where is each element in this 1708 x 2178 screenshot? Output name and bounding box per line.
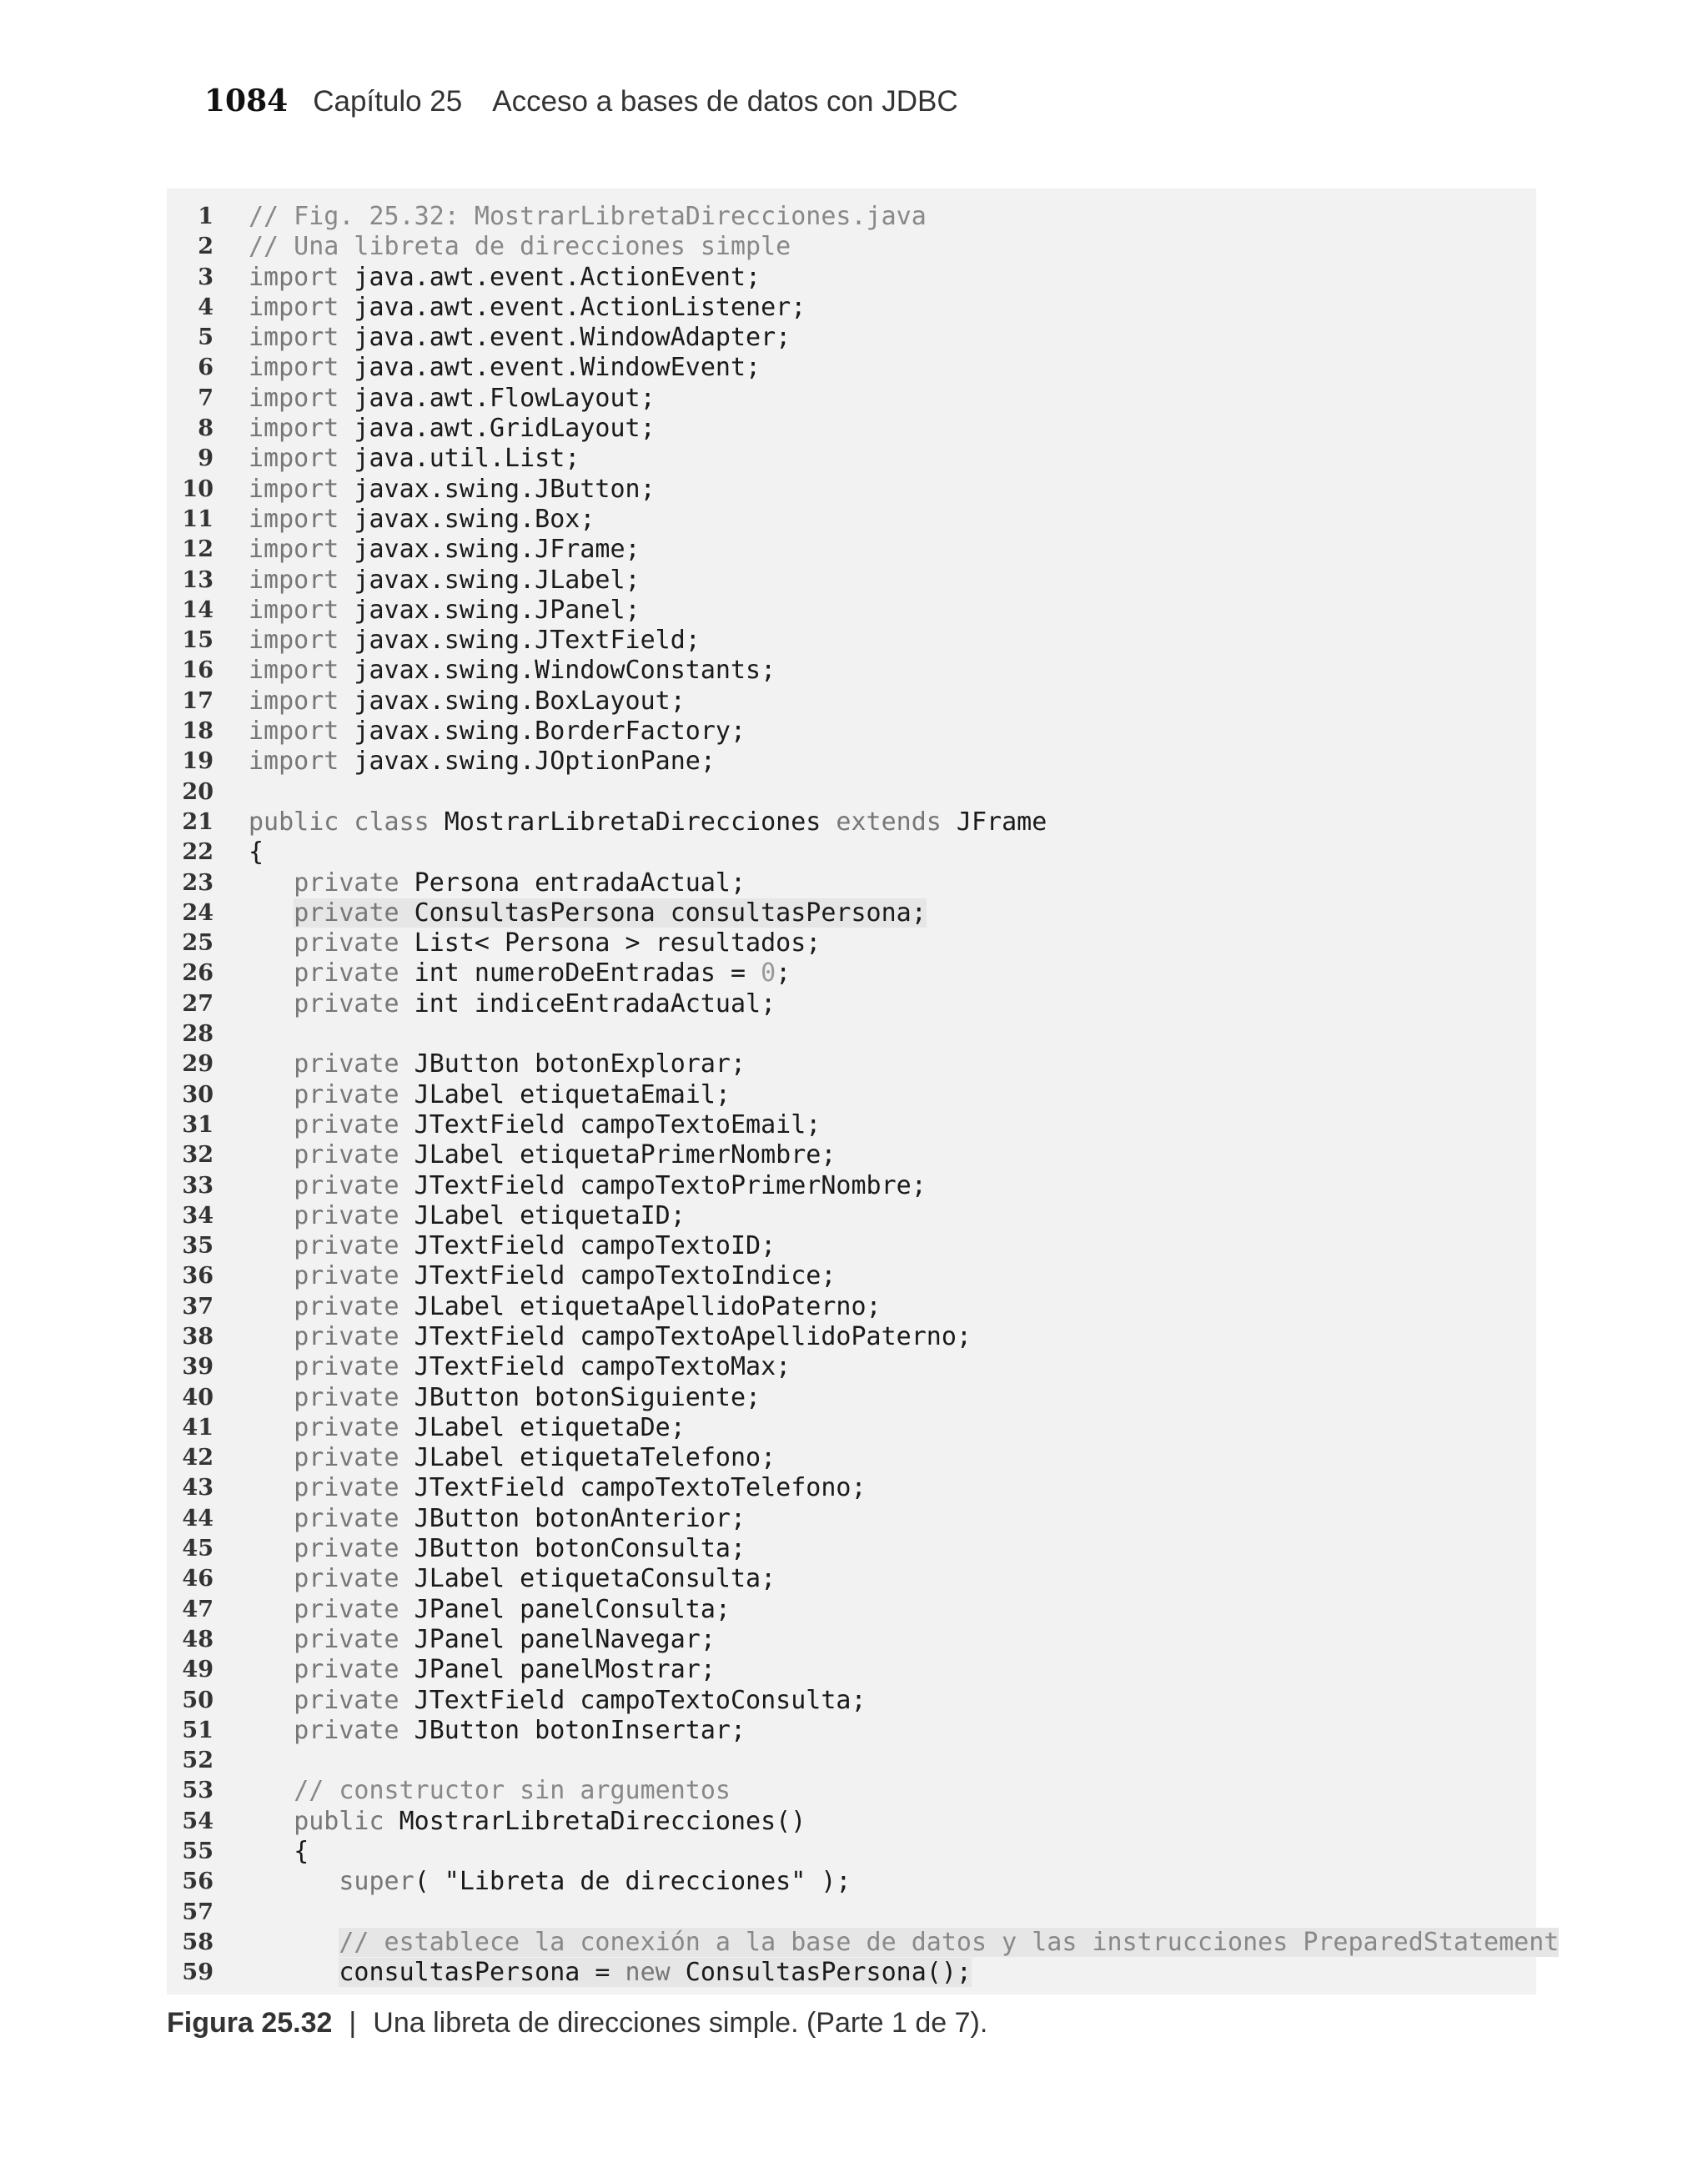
code-token: javax.swing.WindowConstants; bbox=[339, 656, 776, 686]
code-token: import bbox=[249, 686, 339, 716]
code-line bbox=[167, 1383, 1536, 1413]
code-token: private bbox=[294, 1382, 399, 1412]
code-token: JButton botonSiguiente; bbox=[399, 1382, 761, 1412]
code-token: private bbox=[294, 1443, 399, 1473]
code-token: private bbox=[294, 1049, 399, 1079]
line-number: 8 bbox=[198, 415, 214, 442]
chapter-label: Capítulo 25 bbox=[313, 85, 463, 118]
code-line bbox=[167, 656, 1536, 686]
line-code bbox=[249, 1473, 867, 1503]
code-token: JPanel panelMostrar; bbox=[399, 1655, 716, 1685]
line-number: 39 bbox=[182, 1354, 214, 1381]
code-token: JFrame bbox=[941, 807, 1047, 837]
code-token: JTextField campoTextoMax; bbox=[399, 1352, 791, 1382]
code-token: import bbox=[249, 383, 339, 413]
line-code bbox=[249, 353, 761, 383]
line-code bbox=[249, 1292, 882, 1322]
line-number: 52 bbox=[182, 1748, 214, 1774]
code-token: private bbox=[294, 898, 399, 928]
line-code bbox=[249, 747, 716, 777]
code-token: java.awt.GridLayout; bbox=[339, 414, 656, 444]
code-token: public bbox=[294, 1806, 384, 1836]
code-line bbox=[167, 989, 1536, 1019]
code-line bbox=[167, 1716, 1536, 1746]
code-line bbox=[167, 1686, 1536, 1716]
line-code bbox=[249, 1049, 746, 1079]
code-line bbox=[167, 414, 1536, 444]
code-token: private bbox=[294, 1352, 399, 1382]
code-token: JTextField campoTextoConsulta; bbox=[399, 1685, 867, 1715]
line-code bbox=[249, 505, 595, 535]
code-token: ConsultasPersona(); bbox=[670, 1958, 972, 1988]
line-number: 26 bbox=[182, 960, 214, 987]
code-line bbox=[167, 1231, 1536, 1261]
code-line bbox=[167, 1534, 1536, 1564]
code-token: JLabel etiquetaConsulta; bbox=[399, 1564, 776, 1594]
code-token: javax.swing.JPanel; bbox=[339, 595, 640, 625]
code-listing bbox=[167, 189, 1560, 1994]
line-code bbox=[249, 1201, 686, 1231]
line-number: 1 bbox=[198, 204, 214, 229]
line-code bbox=[249, 656, 776, 686]
code-line bbox=[167, 1655, 1536, 1685]
code-line bbox=[167, 1595, 1536, 1625]
code-line bbox=[167, 626, 1536, 656]
code-token: javax.swing.JFrame; bbox=[339, 535, 640, 565]
code-token: java.awt.event.ActionListener; bbox=[339, 292, 806, 322]
line-number: 33 bbox=[182, 1172, 214, 1199]
code-line bbox=[167, 687, 1536, 717]
code-token: JTextField campoTextoID; bbox=[399, 1231, 776, 1261]
code-token: import bbox=[249, 656, 339, 686]
code-token: MostrarLibretaDirecciones() bbox=[384, 1806, 806, 1836]
line-code bbox=[249, 807, 1047, 837]
code-token: private bbox=[294, 1412, 399, 1442]
code-line bbox=[167, 505, 1536, 535]
code-token: consultasPersona = bbox=[339, 1958, 625, 1988]
line-code bbox=[249, 566, 640, 596]
line-number: 31 bbox=[182, 1111, 214, 1138]
chapter-title: Acceso a bases de datos con JDBC bbox=[492, 85, 958, 118]
code-line bbox=[167, 747, 1536, 777]
line-number: 24 bbox=[182, 899, 214, 926]
code-line bbox=[167, 1504, 1536, 1534]
line-number: 51 bbox=[182, 1717, 214, 1743]
code-token: JTextField campoTextoTelefono; bbox=[399, 1473, 867, 1503]
line-code bbox=[249, 1383, 761, 1413]
code-line bbox=[167, 444, 1536, 474]
line-number: 18 bbox=[182, 718, 214, 745]
code-token: JTextField campoTextoEmail; bbox=[399, 1109, 821, 1139]
code-token: private bbox=[294, 1503, 399, 1533]
code-line bbox=[167, 1110, 1536, 1140]
code-line bbox=[167, 1927, 1560, 1958]
code-token: private bbox=[294, 1655, 399, 1685]
line-number: 27 bbox=[182, 990, 214, 1017]
line-number: 49 bbox=[182, 1657, 214, 1683]
code-line bbox=[167, 1898, 1536, 1928]
line-number: 3 bbox=[198, 264, 214, 290]
code-line bbox=[167, 928, 1536, 958]
line-code bbox=[249, 1352, 791, 1382]
code-token: JButton botonConsulta; bbox=[399, 1534, 746, 1564]
code-token: import bbox=[249, 717, 339, 747]
line-code bbox=[249, 868, 746, 898]
line-code bbox=[249, 1776, 731, 1806]
line-code bbox=[249, 1867, 851, 1897]
line-number: 29 bbox=[182, 1051, 214, 1078]
code-token: { bbox=[294, 1837, 309, 1867]
code-token: import bbox=[249, 747, 339, 777]
code-line bbox=[167, 475, 1536, 505]
line-code bbox=[249, 1231, 776, 1261]
code-token: private bbox=[294, 1231, 399, 1261]
line-code bbox=[249, 1261, 836, 1291]
line-number: 55 bbox=[182, 1838, 214, 1865]
code-line bbox=[167, 1080, 1536, 1110]
line-code bbox=[249, 384, 656, 414]
line-number: 23 bbox=[182, 869, 214, 896]
code-token: new bbox=[625, 1958, 671, 1988]
code-token: import bbox=[249, 262, 339, 292]
page-number: 1084 bbox=[204, 83, 289, 118]
line-number: 41 bbox=[182, 1414, 214, 1441]
code-token: // Una libreta de direcciones simple bbox=[249, 232, 791, 262]
code-line bbox=[167, 1958, 1536, 1988]
code-token: private bbox=[294, 1140, 399, 1170]
code-token: javax.swing.BoxLayout; bbox=[339, 686, 686, 716]
code-token: import bbox=[249, 353, 339, 383]
code-token: public class bbox=[249, 807, 430, 837]
code-token: JPanel panelConsulta; bbox=[399, 1594, 731, 1624]
code-line bbox=[167, 1140, 1536, 1170]
line-code bbox=[249, 1686, 867, 1716]
code-line bbox=[167, 1776, 1536, 1806]
figure-caption bbox=[167, 2002, 987, 2044]
line-code bbox=[249, 535, 640, 565]
code-token: super bbox=[339, 1867, 414, 1897]
line-number: 7 bbox=[198, 385, 214, 411]
line-number: 30 bbox=[182, 1081, 214, 1108]
code-line bbox=[167, 1807, 1536, 1837]
code-token: java.awt.event.ActionEvent; bbox=[339, 262, 761, 292]
code-token: private bbox=[294, 1079, 399, 1109]
code-token: JButton botonAnterior; bbox=[399, 1503, 746, 1533]
code-token: JLabel etiquetaApellidoPaterno; bbox=[399, 1291, 882, 1321]
line-number: 34 bbox=[182, 1202, 214, 1229]
line-number: 35 bbox=[182, 1233, 214, 1260]
line-number: 42 bbox=[182, 1445, 214, 1471]
line-number: 47 bbox=[182, 1596, 214, 1622]
code-token: import bbox=[249, 595, 339, 625]
line-code bbox=[249, 1413, 686, 1443]
code-line bbox=[167, 1564, 1536, 1594]
code-token: java.awt.event.WindowAdapter; bbox=[339, 323, 791, 353]
code-line bbox=[167, 1443, 1536, 1473]
code-line bbox=[167, 1413, 1536, 1443]
code-line bbox=[167, 1292, 1536, 1322]
code-token: private bbox=[294, 1321, 399, 1351]
line-number: 48 bbox=[182, 1626, 214, 1652]
line-number: 40 bbox=[182, 1384, 214, 1411]
page-header bbox=[204, 80, 958, 122]
line-code bbox=[249, 263, 761, 293]
code-line bbox=[167, 596, 1536, 626]
code-token: import bbox=[249, 535, 339, 565]
code-token: private bbox=[294, 1473, 399, 1503]
line-code bbox=[249, 928, 821, 958]
code-line bbox=[167, 898, 1536, 928]
code-line bbox=[167, 323, 1536, 353]
line-code bbox=[249, 444, 580, 474]
code-line bbox=[167, 837, 1536, 868]
code-token: private bbox=[294, 1624, 399, 1654]
code-token: private bbox=[294, 1200, 399, 1230]
code-line bbox=[167, 1322, 1536, 1352]
code-token: private bbox=[294, 1109, 399, 1139]
code-token: JButton botonInsertar; bbox=[399, 1715, 746, 1745]
code-token: private bbox=[294, 958, 399, 988]
line-number: 46 bbox=[182, 1566, 214, 1592]
code-token: private bbox=[294, 1170, 399, 1200]
code-line bbox=[167, 1352, 1536, 1382]
code-token: private bbox=[294, 1715, 399, 1745]
code-token: JLabel etiquetaEmail; bbox=[399, 1079, 731, 1109]
code-line bbox=[167, 717, 1536, 747]
code-token: javax.swing.Box; bbox=[339, 504, 595, 534]
code-token: import bbox=[249, 323, 339, 353]
line-number: 20 bbox=[182, 778, 214, 805]
line-number: 11 bbox=[182, 506, 214, 532]
code-token: private bbox=[294, 1291, 399, 1321]
line-code bbox=[249, 1625, 716, 1655]
line-number: 44 bbox=[182, 1505, 214, 1532]
code-line bbox=[167, 1625, 1536, 1655]
code-token: import bbox=[249, 414, 339, 444]
code-line bbox=[167, 566, 1536, 596]
line-code bbox=[249, 1534, 746, 1564]
line-number: 12 bbox=[182, 536, 214, 563]
code-token: private bbox=[294, 928, 399, 958]
line-code bbox=[249, 687, 686, 717]
code-line bbox=[167, 777, 1536, 807]
code-line bbox=[167, 293, 1536, 323]
code-token: private bbox=[294, 868, 399, 898]
code-line bbox=[167, 535, 1536, 565]
code-line bbox=[167, 232, 1536, 262]
code-token: JTextField campoTextoApellidoPaterno; bbox=[399, 1321, 972, 1351]
line-number: 50 bbox=[182, 1687, 214, 1713]
code-token: JLabel etiquetaPrimerNombre; bbox=[399, 1140, 836, 1170]
code-line bbox=[167, 1837, 1536, 1867]
line-code bbox=[249, 293, 806, 323]
code-token: JLabel etiquetaDe; bbox=[399, 1412, 686, 1442]
code-line bbox=[167, 1019, 1536, 1049]
code-token: import bbox=[249, 565, 339, 595]
code-token: private bbox=[294, 988, 399, 1019]
line-number: 21 bbox=[182, 808, 214, 835]
line-code bbox=[249, 1928, 1559, 1958]
caption-separator: | bbox=[349, 2007, 357, 2039]
line-number: 6 bbox=[198, 355, 214, 381]
code-line bbox=[167, 353, 1536, 383]
code-line bbox=[167, 1201, 1536, 1231]
line-code bbox=[249, 898, 927, 928]
code-line bbox=[167, 202, 1536, 232]
code-token: javax.swing.JOptionPane; bbox=[339, 747, 716, 777]
line-number: 36 bbox=[182, 1263, 214, 1290]
line-number: 19 bbox=[182, 748, 214, 775]
code-token: Persona entradaActual; bbox=[399, 868, 746, 898]
line-number: 58 bbox=[182, 1929, 214, 1955]
code-token: JTextField campoTextoPrimerNombre; bbox=[399, 1170, 927, 1200]
line-code bbox=[249, 475, 656, 505]
code-line bbox=[167, 1746, 1536, 1776]
code-line bbox=[167, 263, 1536, 293]
line-number: 10 bbox=[182, 475, 214, 502]
line-code bbox=[249, 1655, 716, 1685]
code-token: // Fig. 25.32: MostrarLibretaDirecciones.java bbox=[249, 202, 927, 231]
code-token: import bbox=[249, 292, 339, 322]
code-token: JLabel etiquetaTelefono; bbox=[399, 1443, 776, 1473]
line-code bbox=[249, 1564, 776, 1594]
line-code bbox=[249, 232, 791, 262]
line-number: 15 bbox=[182, 627, 214, 654]
line-number: 13 bbox=[182, 566, 214, 593]
code-token: javax.swing.BorderFactory; bbox=[339, 717, 746, 747]
line-code bbox=[249, 1958, 972, 1988]
line-number: 2 bbox=[198, 234, 214, 260]
code-token: ( "Libreta de direcciones" ); bbox=[414, 1867, 851, 1897]
figure-label: Figura 25.32 bbox=[167, 2007, 333, 2039]
line-number: 25 bbox=[182, 930, 214, 957]
code-token: List< Persona > resultados; bbox=[399, 928, 821, 958]
code-line bbox=[167, 1473, 1536, 1503]
line-code bbox=[249, 1110, 821, 1140]
code-token: int numeroDeEntradas = bbox=[399, 958, 761, 988]
code-token: javax.swing.JButton; bbox=[339, 474, 656, 504]
code-line bbox=[167, 807, 1536, 837]
code-token: extends bbox=[836, 807, 942, 837]
line-number: 14 bbox=[182, 596, 214, 623]
line-number: 5 bbox=[198, 324, 214, 351]
code-token: java.awt.event.WindowEvent; bbox=[339, 353, 761, 383]
code-token: private bbox=[294, 1534, 399, 1564]
line-code bbox=[249, 1504, 746, 1534]
line-code bbox=[249, 202, 927, 232]
line-number: 53 bbox=[182, 1778, 214, 1804]
line-code bbox=[249, 1443, 776, 1473]
line-code bbox=[249, 1716, 746, 1746]
code-token: private bbox=[294, 1685, 399, 1715]
code-line bbox=[167, 958, 1536, 988]
line-number: 56 bbox=[182, 1869, 214, 1895]
code-token: java.util.List; bbox=[339, 444, 580, 474]
line-number: 45 bbox=[182, 1536, 214, 1562]
line-number: 37 bbox=[182, 1293, 214, 1320]
code-token: import bbox=[249, 626, 339, 656]
line-number: 32 bbox=[182, 1142, 214, 1169]
line-code bbox=[249, 1080, 731, 1110]
line-code bbox=[249, 1171, 927, 1201]
code-token: import bbox=[249, 474, 339, 504]
code-line bbox=[167, 1261, 1536, 1291]
code-token: { bbox=[249, 837, 264, 868]
code-token: private bbox=[294, 1564, 399, 1594]
line-code bbox=[249, 1322, 972, 1352]
line-code bbox=[249, 717, 746, 747]
line-number: 17 bbox=[182, 687, 214, 714]
line-code bbox=[249, 1807, 806, 1837]
code-line bbox=[167, 868, 1536, 898]
code-token: JLabel etiquetaID; bbox=[399, 1200, 686, 1230]
code-token: int indiceEntradaActual; bbox=[399, 988, 776, 1019]
code-token: javax.swing.JLabel; bbox=[339, 565, 640, 595]
line-code bbox=[249, 837, 264, 868]
caption-text: Una libreta de direcciones simple. (Parte 1 de 7). bbox=[373, 2007, 988, 2039]
line-number: 54 bbox=[182, 1808, 214, 1834]
line-code bbox=[249, 1837, 309, 1867]
code-token: import bbox=[249, 504, 339, 534]
code-token: JTextField campoTextoIndice; bbox=[399, 1261, 836, 1291]
code-token: MostrarLibretaDirecciones bbox=[429, 807, 836, 837]
code-token: javax.swing.JTextField; bbox=[339, 626, 701, 656]
code-token: private bbox=[294, 1594, 399, 1624]
line-number: 59 bbox=[182, 1959, 214, 1986]
code-token: ConsultasPersona consultasPersona; bbox=[399, 898, 927, 928]
code-token: JPanel panelNavegar; bbox=[399, 1624, 716, 1654]
line-code bbox=[249, 958, 791, 988]
code-lines bbox=[167, 202, 1560, 1989]
line-number: 22 bbox=[182, 839, 214, 866]
line-code bbox=[249, 1595, 731, 1625]
line-code bbox=[249, 626, 701, 656]
line-code bbox=[249, 323, 791, 353]
code-token: java.awt.FlowLayout; bbox=[339, 383, 656, 413]
code-line bbox=[167, 1171, 1536, 1201]
line-number: 38 bbox=[182, 1323, 214, 1350]
code-token: import bbox=[249, 444, 339, 474]
line-code bbox=[249, 596, 640, 626]
code-token: 0 bbox=[761, 958, 776, 988]
code-token: private bbox=[294, 1261, 399, 1291]
code-line bbox=[167, 384, 1536, 414]
line-number: 28 bbox=[182, 1021, 214, 1048]
line-number: 9 bbox=[198, 445, 214, 472]
line-number: 57 bbox=[182, 1899, 214, 1925]
code-token: // establece la conexión a la base de datos y las instrucciones PreparedStatement bbox=[339, 1927, 1560, 1957]
code-line bbox=[167, 1049, 1536, 1079]
line-number: 16 bbox=[182, 657, 214, 684]
line-code bbox=[249, 1140, 836, 1170]
code-token: ; bbox=[776, 958, 791, 988]
code-line bbox=[167, 1867, 1536, 1897]
line-code bbox=[249, 414, 656, 444]
line-number: 43 bbox=[182, 1475, 214, 1501]
code-token: JButton botonExplorar; bbox=[399, 1049, 746, 1079]
line-number: 4 bbox=[198, 294, 214, 320]
line-code bbox=[249, 989, 776, 1019]
code-token: // constructor sin argumentos bbox=[294, 1776, 731, 1806]
